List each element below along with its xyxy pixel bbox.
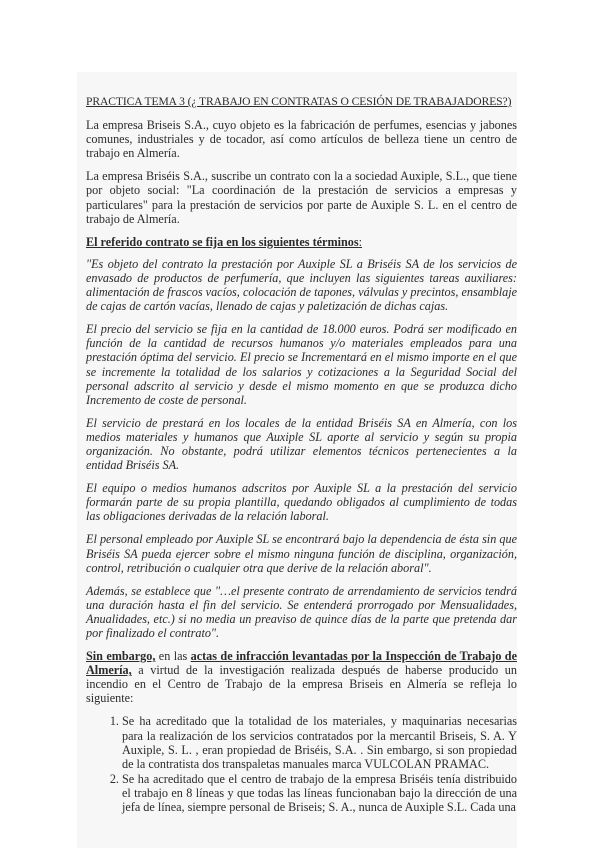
- inspection-connector: en las: [155, 649, 191, 664]
- paragraph-contract: La empresa Briséis S.A., suscribe un contrato con la a sociedad Auxiple, S.L., que tiene por objeto social: "La coordinación de la prestación de servicios a empresas y particulares" para la prestación de servicios por parte de Auxiple S. L. en el centro de trabajo de Almería.: [86, 169, 517, 226]
- document-title: PRACTICA TEMA 3 (¿ TRABAJO EN CONTRATAS O CESIÓN DE TRABAJADORES?): [86, 95, 512, 108]
- inspection-lead: Sin embargo,: [86, 649, 156, 664]
- list-item: 1. Se ha acreditado que la totalidad de los materiales, y maquinarias necesarias para la realización de los servicios contratados por la mercantil Briseis, S. A. Y Auxiple, S. L. , eran propiedad de Briséis, S.A. . Sin embargo, si son propiedad de la contratista dos transpaletas manuales marca VULCOLAN PRAMAC.: [122, 714, 517, 770]
- quote-object: "Es objeto del contrato la prestación por Auxiple SL a Briséis SA de los servicios de envasado de productos de perfumería, que incluyen las siguientes tareas auxiliares: alimentación de frascos vacíos, colocación de tapones, válvulas y precintos, ensamblaje de cajas de cartón vacías, llenado de cajas y paletización de dichas cajas.: [86, 256, 517, 314]
- inspection-text: a virtud de la investigación realizada después de haberse producido un incendio en el Centro de Trabajo de la empresa Briseis en Almería se refleja lo siguiente:: [86, 663, 517, 706]
- quote-dependency: El personal empleado por Auxiple SL se encontrará bajo la dependencia de ésta sin que Briséis SA pueda ejercer sobre el mismo ninguna función de disciplina, organización, control, retribución o cualquier otra que derive de la relación aboral".: [86, 532, 517, 575]
- section-heading-text: El referido contrato se fija en los siguientes términos: [86, 234, 359, 249]
- paragraph-intro: La empresa Briseis S.A., cuyo objeto es la fabricación de perfumes, esencias y jabones comunes, industriales y de tocador, así como artículos de belleza tiene un centro de trabajo en Almería.: [86, 118, 517, 161]
- section-heading: [86, 235, 517, 249]
- quote-location: El servicio de prestará en los locales de la entidad Briséis SA en Almería, con los medios materiales y humanos que Auxiple SL aporte al servicio y según su propia organización. No obstante, podrá utilizar elementos técnicos pertenecientes a la entidad Briséis SA.: [86, 415, 517, 473]
- quote-price: El precio del servicio se fija en la cantidad de 18.000 euros. Podrá ser modificado en función de la cantidad de recursos humanos y/o materiales empleados para una prestación óptima del servicio. El precio se Incrementará en el mismo importe en el que se incremente la totalidad de los salarios y cotizaciones a la Seguridad Social del personal adscrito al servicio y desde el mismo momento en que se produzca dicho Incremento de coste de personal.: [86, 322, 517, 407]
- list-item: 2. Se ha acreditado que el centro de trabajo de la empresa Briséis tenía distribuido el trabajo en 8 líneas y que todas las líneas funcionaban bajo la dirección de una jefa de línea, siempre personal de Briseis; S. A., nunca de Auxiple S.L. Cada una: [122, 772, 517, 814]
- findings-list: [86, 714, 517, 814]
- quote-staff: El equipo o medios humanos adscritos por Auxiple SL a la prestación del servicio formarán parte de su propia plantilla, quedando obligados al cumplimiento de todas las obligaciones derivadas de la relación laboral.: [86, 481, 517, 524]
- document-body: [86, 95, 517, 815]
- section-heading-colon: :: [358, 234, 362, 249]
- inspection-acts: actas de infracción levantadas por la Inspección de Trabajo de Almería,: [86, 649, 517, 678]
- paragraph-inspection: [86, 649, 517, 705]
- quote-duration: Además, se establece que "…el presente contrato de arrendamiento de servicios tendrá una duración hasta el fin del servicio. Se entenderá prorrogado por Mensualidades, Anualidades, etc.) si no media un preaviso de quince días de la parte que pretenda dar por finalizado el contrato".: [86, 583, 517, 640]
